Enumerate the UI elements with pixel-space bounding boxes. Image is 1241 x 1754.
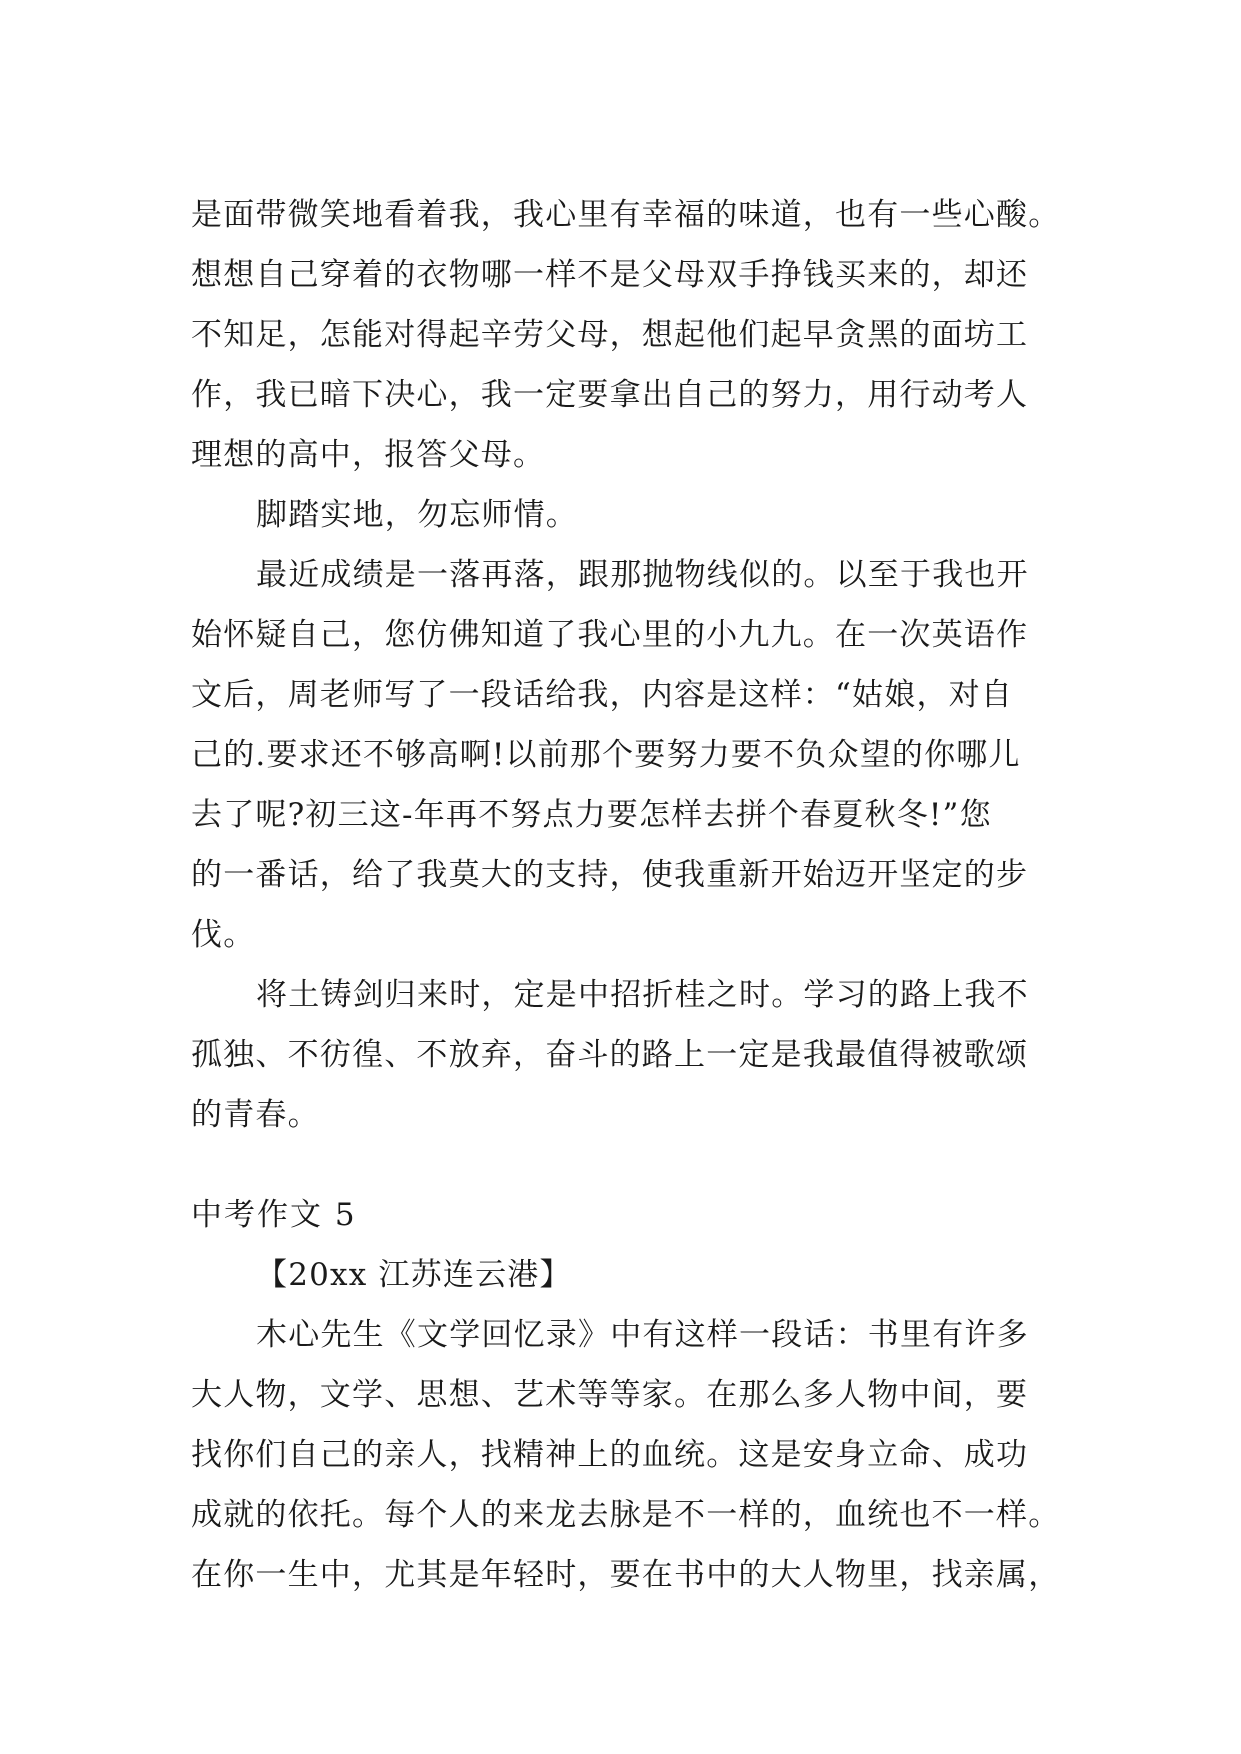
text-line: 大人物，文学、思想、艺术等等家。在那么多人物中间，要 xyxy=(191,1377,1029,1413)
text-line: 去了呢?初三这-年再不努点力要怎样去拼个春夏秋冬!”您 xyxy=(191,797,992,833)
section-heading: 中考作文 5 xyxy=(191,1197,357,1233)
text-line: 木心先生《文学回忆录》中有这样一段话：书里有许多 xyxy=(256,1317,1029,1353)
text-line: 始怀疑自己，您仿佛知道了我心里的小九九。在一次英语作 xyxy=(191,617,1029,653)
text-line: 伐。 xyxy=(191,917,256,953)
text-line: 脚踏实地，勿忘师情。 xyxy=(256,497,578,533)
text-line: 作，我已暗下决心，我一定要拿出自己的努力，用行动考人 xyxy=(191,377,1029,413)
source-tag: 【20xx 江苏连云港】 xyxy=(256,1257,572,1293)
text-line: 文后，周老师写了一段话给我，内容是这样：“姑娘，对自 xyxy=(191,677,1014,713)
text-line: 不知足，怎能对得起辛劳父母，想起他们起早贪黑的面坊工 xyxy=(191,317,1029,353)
text-line: 找你们自己的亲人，找精神上的血统。这是安身立命、成功 xyxy=(191,1437,1029,1473)
text-line: 最近成绩是一落再落，跟那抛物线似的。以至于我也开 xyxy=(256,557,1029,593)
text-line: 的一番话，给了我莫大的支持，使我重新开始迈开坚定的步 xyxy=(191,857,1029,893)
text-line: 孤独、不彷徨、不放弃，奋斗的路上一定是我最值得被歌颂 xyxy=(191,1037,1029,1073)
text-line: 在你一生中，尤其是年轻时，要在书中的大人物里，找亲属， xyxy=(191,1557,1061,1593)
text-line: 将土铸剑归来时，定是中招折桂之时。学习的路上我不 xyxy=(256,977,1029,1013)
text-line: 是面带微笑地看着我，我心里有幸福的味道，也有一些心酸。 xyxy=(191,197,1061,233)
text-line: 成就的依托。每个人的来龙去脉是不一样的，血统也不一样。 xyxy=(191,1497,1061,1533)
text-line: 理想的高中，报答父母。 xyxy=(191,437,546,473)
text-line: 想想自己穿着的衣物哪一样不是父母双手挣钱买来的，却还 xyxy=(191,257,1029,293)
text-line: 己的.要求还不够高啊!以前那个要努力要不负众望的你哪儿 xyxy=(191,737,1021,773)
text-line: 的青春。 xyxy=(191,1097,320,1133)
